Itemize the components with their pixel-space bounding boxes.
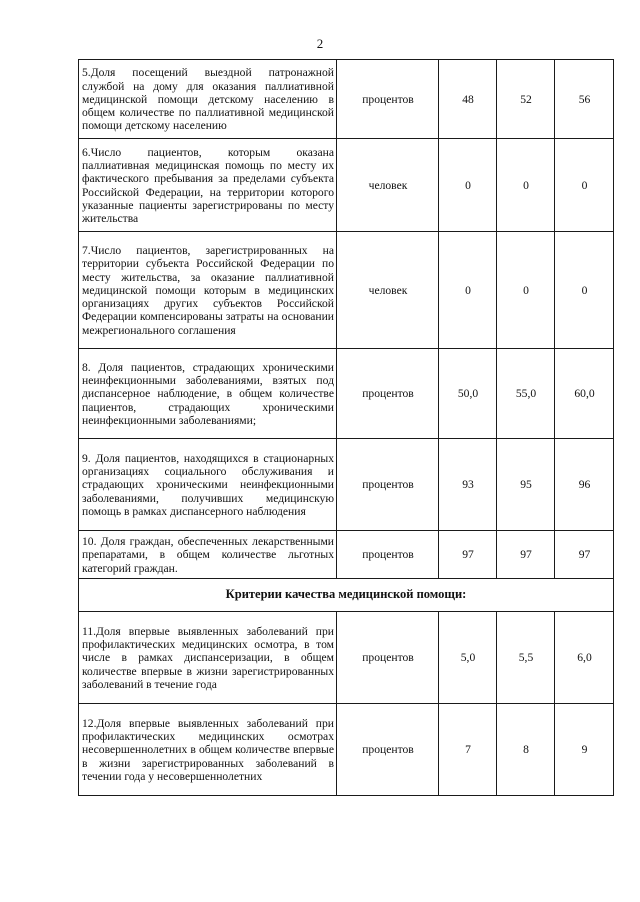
section-heading: Критерии качества медицинской помощи: <box>79 579 614 612</box>
row-value-2: 52 <box>497 60 555 139</box>
row-unit: процентов <box>337 612 439 704</box>
row-unit: процентов <box>337 704 439 796</box>
row-value-3: 60,0 <box>555 349 614 439</box>
row-value-2: 95 <box>497 439 555 531</box>
row-unit: процентов <box>337 439 439 531</box>
table-row-7 <box>79 232 614 349</box>
row-value-1: 97 <box>439 531 497 579</box>
row-description: 11.Доля впервые выявленных заболеваний при профилактических медицинских осмотра, в том числе в рамках диспансеризации, в общем количестве впервые в жизни зарегистрированных заболеваний в течение года <box>79 612 337 704</box>
row-value-2: 55,0 <box>497 349 555 439</box>
row-description: 12.Доля впервые выявленных заболеваний при профилактических медицинских осмотрах несовершеннолетних в общем количестве впервые в жизни зарегистрированных заболеваний в течении года у несовершеннолетних <box>79 704 337 796</box>
row-description: 5.Доля посещений выездной патронажной службой на дому для оказания паллиативной медицинской помощи детскому населению в общем количестве по паллиативной медицинской помощи детскому населению <box>79 60 337 139</box>
table-row-5 <box>79 60 614 139</box>
row-value-1: 7 <box>439 704 497 796</box>
row-unit: человек <box>337 139 439 232</box>
row-description: 9. Доля пациентов, находящихся в стационарных организациях социального обслуживания и страдающих хроническими неинфекционными заболеваниями, получивших медицинскую помощь в рамках диспансерного наблюдения <box>79 439 337 531</box>
row-value-3: 0 <box>555 232 614 349</box>
row-value-3: 97 <box>555 531 614 579</box>
row-value-1: 48 <box>439 60 497 139</box>
row-value-1: 0 <box>439 232 497 349</box>
table-row-6 <box>79 139 614 232</box>
row-description: 7.Число пациентов, зарегистрированных на территории субъекта Российской Федерации по месту жительства, за оказание паллиативной медицинской помощи которым в медицинских организациях других субъектов Российской Федерации компенсированы затраты на основании межрегионального соглашения <box>79 232 337 349</box>
section-row <box>79 579 614 612</box>
row-unit: процентов <box>337 349 439 439</box>
row-unit: человек <box>337 232 439 349</box>
row-value-3: 56 <box>555 60 614 139</box>
row-value-3: 96 <box>555 439 614 531</box>
row-value-3: 0 <box>555 139 614 232</box>
row-unit: процентов <box>337 531 439 579</box>
row-value-1: 93 <box>439 439 497 531</box>
row-value-1: 5,0 <box>439 612 497 704</box>
table-row-11 <box>79 612 614 704</box>
row-value-2: 0 <box>497 232 555 349</box>
row-description: 10. Доля граждан, обеспеченных лекарственными препаратами, в общем количестве льготных категорий граждан. <box>79 531 337 579</box>
table-row-10 <box>79 531 614 579</box>
table-row-8 <box>79 349 614 439</box>
row-value-1: 50,0 <box>439 349 497 439</box>
page-number: 2 <box>316 36 324 51</box>
row-value-3: 6,0 <box>555 612 614 704</box>
row-value-2: 5,5 <box>497 612 555 704</box>
row-unit: процентов <box>337 60 439 139</box>
row-value-2: 0 <box>497 139 555 232</box>
row-value-3: 9 <box>555 704 614 796</box>
row-value-2: 8 <box>497 704 555 796</box>
table-row-9 <box>79 439 614 531</box>
table-row-12 <box>79 704 614 796</box>
row-description: 8. Доля пациентов, страдающих хроническими неинфекционными заболеваниями, взятых под диспансерное наблюдение, в общем количестве пациентов, страдающих хроническими неинфекционными заболеваниями; <box>79 349 337 439</box>
row-description: 6.Число пациентов, которым оказана паллиативная медицинская помощь по месту их фактического пребывания за пределами субъекта Российской Федерации, на территории которого указанные пациенты зарегистрированы по месту жительства <box>79 139 337 232</box>
row-value-2: 97 <box>497 531 555 579</box>
criteria-table <box>78 59 614 796</box>
row-value-1: 0 <box>439 139 497 232</box>
